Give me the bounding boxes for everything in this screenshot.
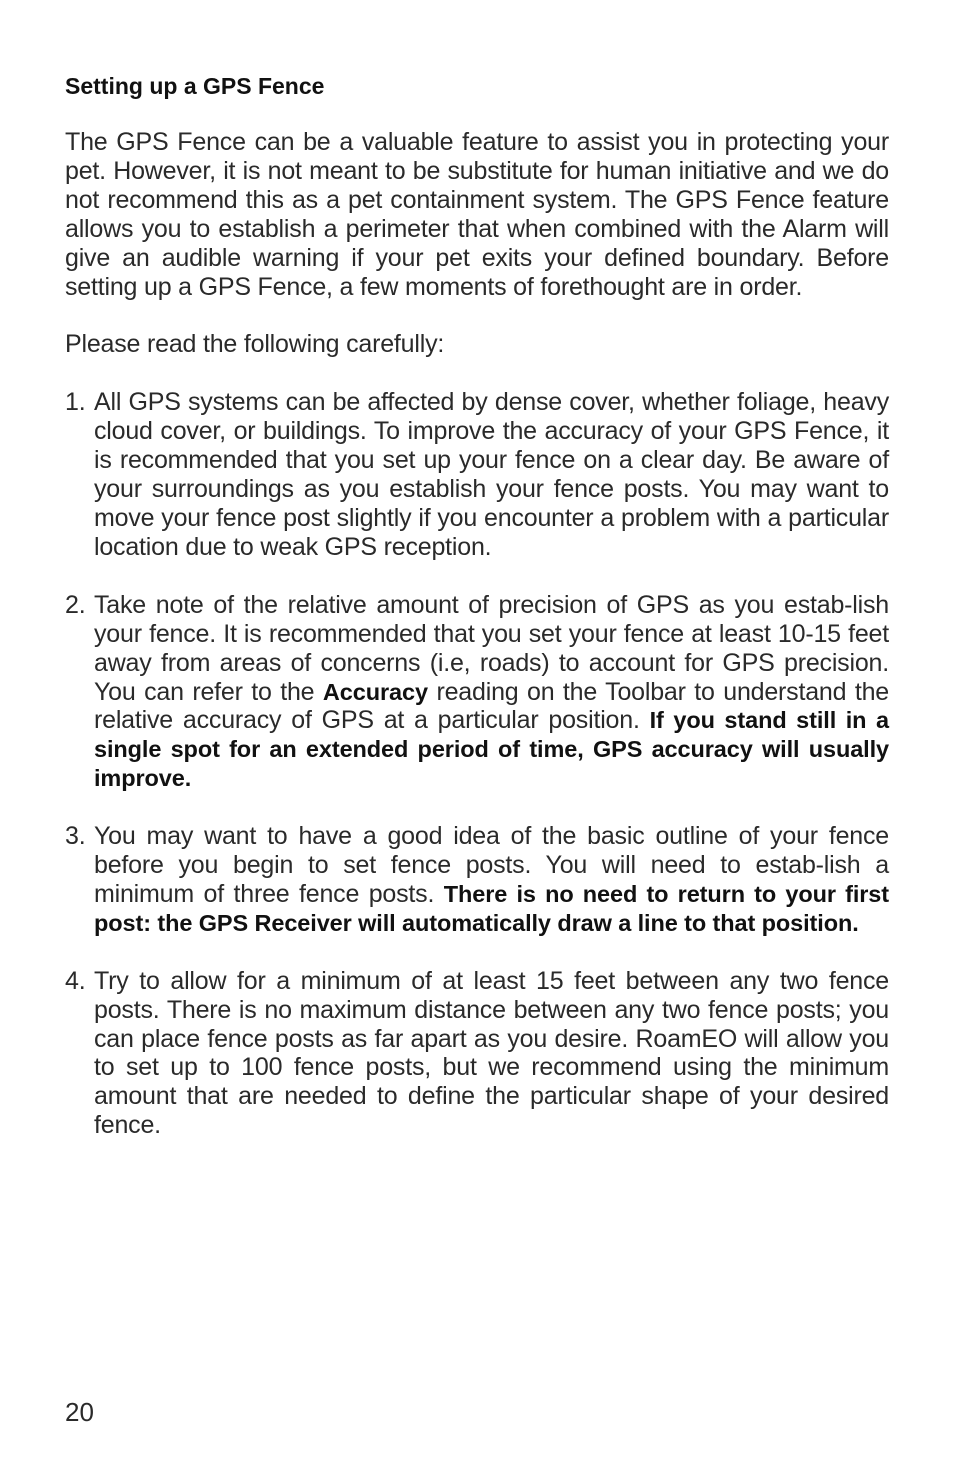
item-text-regular: reading on the Toolbar to understand the relative accuracy of GPS at a particular position. bbox=[94, 677, 890, 735]
document-page bbox=[65, 70, 889, 1169]
item-number: 3. bbox=[65, 822, 86, 851]
item-text-regular: Take note of the relative amount of precision of GPS as you estab-lish your fence. It is recommended that you set your fence at least 10-15 feet away from areas of concerns (i.e, roads) to account for GPS precision. You can refer to the bbox=[94, 590, 889, 706]
list-item-2 bbox=[65, 591, 889, 793]
list-item-4 bbox=[65, 967, 889, 1140]
item-text bbox=[94, 967, 889, 1140]
item-text-regular: Try to allow for a minimum of at least 15 feet between any two fence posts. There is no maximum distance between any two fence posts; you can place fence posts as far apart as you desire. RoamEO will allow you to set up to 100 fence posts, but we recommend using the minimum amount that are needed to define the particular shape of your desired fence. bbox=[94, 966, 889, 1140]
accuracy-term: Accuracy bbox=[322, 678, 428, 705]
item-emphasis: If you stand still in a single spot for an extended period of time, GPS accuracy will usually improve. bbox=[94, 707, 889, 792]
item-text bbox=[94, 591, 889, 793]
item-text-regular: You may want to have a good idea of the basic outline of your fence before you begin to set fence posts. You will need to estab-lish a minimum of three fence posts. bbox=[94, 822, 889, 908]
list-item-3 bbox=[65, 822, 889, 938]
item-number: 2. bbox=[65, 590, 86, 619]
item-text bbox=[94, 822, 889, 938]
item-number: 1. bbox=[65, 388, 86, 417]
item-emphasis: There is no need to return to your first post: the GPS Receiver will automatically draw a line to that position. bbox=[94, 880, 889, 936]
instruction-list bbox=[65, 388, 889, 1140]
item-number: 4. bbox=[65, 966, 86, 995]
intro-paragraph: The GPS Fence can be a valuable feature to assist you in protecting your pet. However, it is not meant to be substitute for human initiative and we do not recommend this as a pet containment system. The GPS Fence feature allows you to establish a perimeter that when combined with the Alarm will give an audible warning if your pet exits your defined boundary. Before setting up a GPS Fence, a few moments of forethought are in order. bbox=[65, 128, 889, 301]
lead-paragraph: Please read the following carefully: bbox=[65, 330, 445, 359]
list-item-1 bbox=[65, 388, 889, 561]
section-heading: Setting up a GPS Fence bbox=[65, 73, 325, 99]
item-text-regular: All GPS systems can be affected by dense cover, whether foliage, heavy cloud cover, or buildings. To improve the accuracy of your GPS Fence, it is recommended that you set up your fence on a clear day. Be aware of your surroundings as you establish your fence posts. You may want to move your fence post slightly if you encounter a problem with a particular location due to weak GPS reception. bbox=[94, 388, 889, 561]
page-number: 20 bbox=[65, 1397, 94, 1427]
item-text bbox=[94, 388, 889, 561]
